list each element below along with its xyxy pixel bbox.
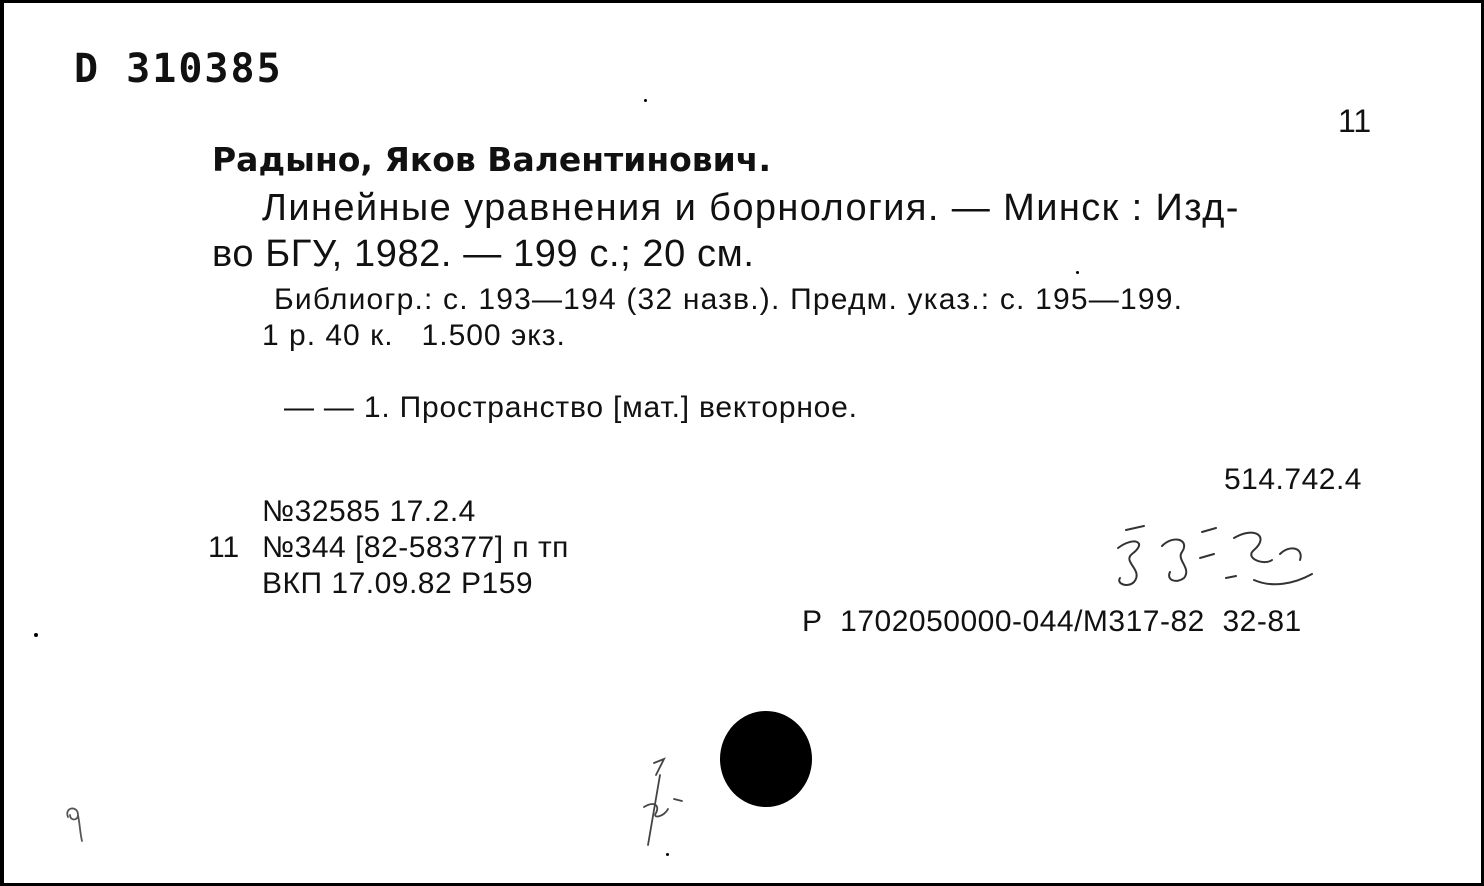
title-line-2: во БГУ, 1982. — 199 с.; 20 см.	[212, 233, 755, 275]
author-heading: Радыно, Яков Валентинович.	[212, 140, 771, 179]
record-line-3: ВКП 17.09.82 Р159	[262, 567, 534, 600]
ink-speck	[34, 633, 38, 637]
record-line-1: №32585 17.2.4	[262, 495, 476, 528]
ink-speck	[666, 853, 669, 856]
ink-speck	[1076, 271, 1079, 274]
card-number: 11	[1338, 103, 1372, 139]
ink-speck	[644, 99, 647, 102]
call-number-stamp: D 310385	[74, 46, 283, 92]
pencil-mark-center	[634, 755, 694, 855]
notes-line-2: 1 р. 40 к. 1.500 экз.	[262, 319, 566, 352]
handwritten-mark	[1104, 518, 1334, 598]
notes-line-1: Библиогр.: с. 193—194 (32 назв.). Предм. указ.: с. 195—199.	[274, 283, 1184, 316]
punch-hole	[720, 711, 812, 807]
subject-heading: — — 1. Пространство [мат.] векторное.	[284, 391, 858, 424]
title-line-1: Линейные уравнения и борнология. — Минск : Изд-	[262, 187, 1240, 229]
classification-code: 514.742.4	[1224, 463, 1362, 496]
pencil-mark-left	[60, 803, 90, 843]
publisher-code: Р 1702050000-044/М317-82 32-81	[802, 605, 1302, 638]
record-line-2-prefix: 11	[208, 531, 240, 564]
record-line-2: №344 [82-58377] п тп	[262, 531, 569, 564]
